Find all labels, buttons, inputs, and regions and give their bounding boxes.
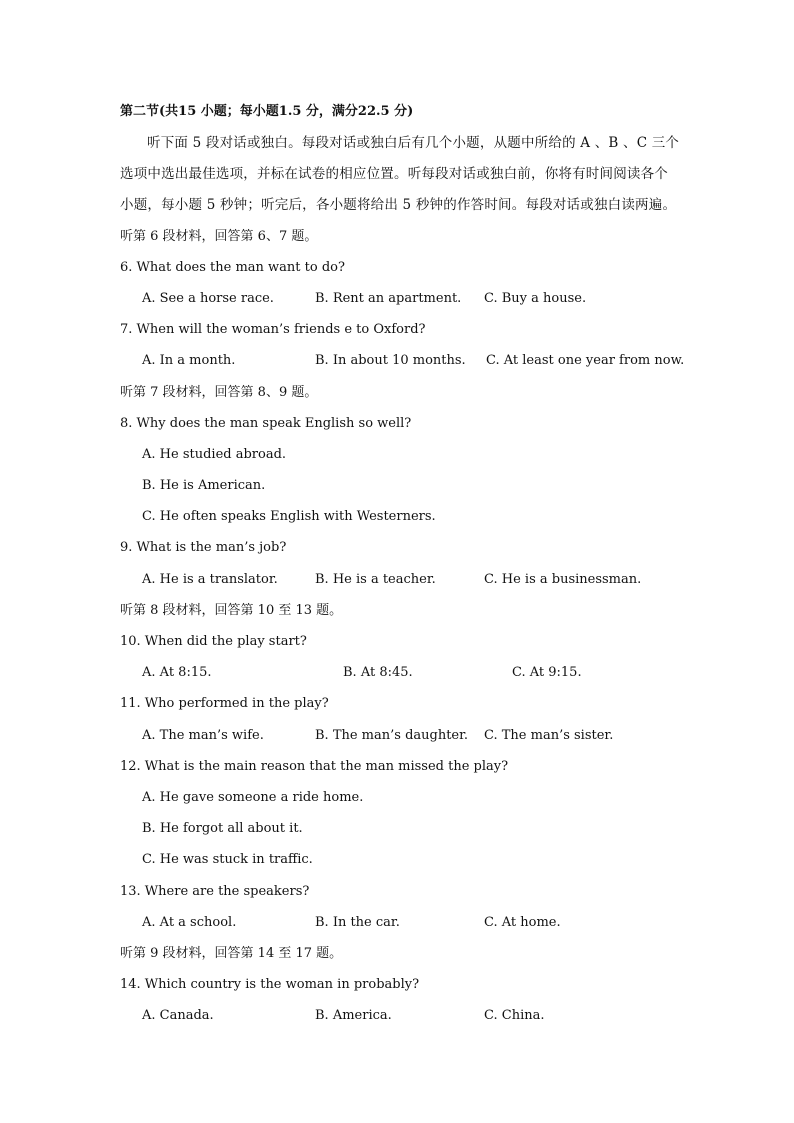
question-13-option-b: B. In the car.: [315, 915, 400, 930]
instructions-line-1: 听下面 5 段对话或独白。每段对话或独白后有几个小题，从题中所给的 A 、B 、C 三个: [147, 135, 680, 151]
question-10-option-b: B. At 8:45.: [343, 665, 413, 680]
question-11: 11. Who performed in the play?: [120, 696, 329, 711]
question-13-option-a: A. At a school.: [142, 915, 237, 930]
question-11-option-a: A. The man’s wife.: [142, 728, 264, 743]
question-8-option-a: A. He studied abroad.: [142, 447, 287, 462]
question-8: 8. Why does the man speak English so well?: [120, 416, 412, 431]
group-intro-7: 听第 7 段材料，回答第 8、9 题。: [120, 385, 318, 400]
question-7: 7. When will the woman’s friends e to Oxford?: [120, 322, 426, 337]
question-12: 12. What is the main reason that the man missed the play?: [120, 759, 509, 774]
question-9-option-a: A. He is a translator.: [142, 572, 278, 587]
question-9-option-b: B. He is a teacher.: [315, 572, 436, 587]
question-11-option-b: B. The man’s daughter.: [315, 728, 469, 743]
question-10: 10. When did the play start?: [120, 634, 307, 649]
question-12-option-b: B. He forgot all about it.: [142, 821, 303, 836]
question-14-option-a: A. Canada.: [142, 1008, 214, 1023]
group-intro-6: 听第 6 段材料，回答第 6、7 题。: [120, 229, 318, 244]
question-6-option-b: B. Rent an apartment.: [315, 291, 462, 306]
question-14-option-b: B. America.: [315, 1008, 392, 1023]
group-intro-9: 听第 9 段材料，回答第 14 至 17 题。: [120, 946, 343, 961]
section-heading: 第二节(共15 小题；每小题1.5 分，满分22.5 分): [120, 104, 414, 119]
question-9-option-c: C. He is a businessman.: [484, 572, 642, 587]
question-14-option-c: C. China.: [484, 1008, 545, 1023]
question-6-option-c: C. Buy a house.: [484, 291, 587, 306]
instructions-line-2: 选项中选出最佳选项，并标在试卷的相应位置。听每段对话或独白前，你将有时间阅读各个: [120, 166, 668, 182]
question-12-option-a: A. He gave someone a ride home.: [142, 790, 364, 805]
question-6-option-a: A. See a horse race.: [142, 291, 274, 306]
question-7-option-a: A. In a month.: [142, 353, 236, 368]
question-8-option-b: B. He is American.: [142, 478, 266, 493]
question-13: 13. Where are the speakers?: [120, 884, 310, 899]
question-14: 14. Which country is the woman in probably?: [120, 977, 420, 992]
instructions-line-3: 小题，每小题 5 秒钟；听完后，各小题将给出 5 秒钟的作答时间。每段对话或独白读两遍。: [120, 197, 677, 213]
question-13-option-c: C. At home.: [484, 915, 561, 930]
question-9: 9. What is the man’s job?: [120, 540, 287, 555]
question-8-option-c: C. He often speaks English with Westerners.: [142, 509, 436, 524]
group-intro-8: 听第 8 段材料，回答第 10 至 13 题。: [120, 603, 343, 618]
question-7-option-c: C. At least one year from now.: [486, 353, 685, 368]
question-12-option-c: C. He was stuck in traffic.: [142, 852, 313, 867]
question-10-option-a: A. At 8:15.: [142, 665, 212, 680]
question-10-option-c: C. At 9:15.: [512, 665, 582, 680]
question-11-option-c: C. The man’s sister.: [484, 728, 614, 743]
question-6: 6. What does the man want to do?: [120, 260, 345, 275]
question-7-option-b: B. In about 10 months.: [315, 353, 466, 368]
